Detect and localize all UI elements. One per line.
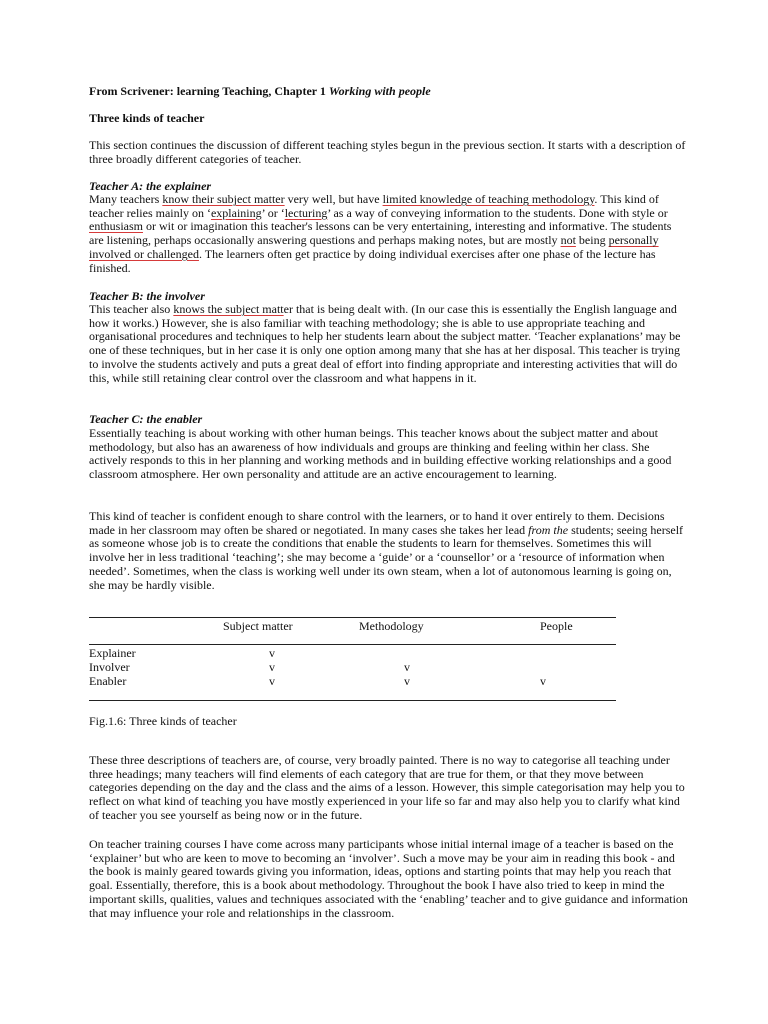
spellcheck-underline: lecturing [284, 205, 328, 220]
table-mark: v [269, 646, 275, 660]
teacher-b-heading: Teacher B: the involver [89, 289, 205, 303]
table-mark: v [269, 660, 275, 674]
italic-text: from the [528, 522, 569, 537]
conclusion-paragraph-1: These three descriptions of teachers are, of course, very broadly painted. There is no way to categorise all teaching under three headings; many teachers will find elements of each category that are true for them, or that they move between categories depending on the day and the class and the aims of a lesson. However, this simple categorisation may help you to reflect on what kind of teaching you have mostly experienced in your life so far and may also help you to clarify what kind of teacher you see yourself as being now or in the future. [89, 753, 685, 822]
teacher-c-paragraph-1: Essentially teaching is about working with other human beings. This teacher knows about the subject matter and about methodology, but also has an awareness of how individuals and groups are thinking and feeling within her class. She actively responds to this in her planning and working methods and in building effective working relationships and a good classroom atmosphere. Her own personality and attitude are an active encouragement to learning. [89, 426, 672, 482]
section-title: Three kinds of teacher [89, 111, 205, 125]
table-mark: v [540, 674, 546, 688]
spellcheck-underline: enthusiasm [89, 219, 143, 234]
source-line [89, 85, 689, 99]
teacher-c-paragraph-2: This kind of teacher is confident enough to share control with the learners, or to hand it over entirely to them. Decisions made in her classroom may often be shared or negotiated. In many cases she takes her lead from the students; seeing herself as someone whose job is to create the conditions that enable the students to learn for themselves. Sometimes this will involve her in less traditional ‘teaching’; she may become a ‘guide’ or a ‘counsellor’ or a ‘resource of information when needed’. Sometimes, when the class is working well under its own steam, when a lot of autonomous learning is going on, she may be hardly visible. [89, 509, 684, 592]
spellcheck-underline: know their subject matter [162, 192, 285, 206]
row-label: Explainer [89, 646, 136, 660]
row-label: Involver [89, 660, 130, 674]
spellcheck-underline: knows the subject matt [173, 302, 284, 316]
table-mark: v [404, 674, 410, 688]
row-label: Enabler [89, 674, 127, 688]
column-header-methodology: Methodology [359, 619, 424, 633]
intro-paragraph: This section continues the discussion of different teaching styles begun in the previous section. It starts with a description of three broadly different categories of teacher. [89, 138, 686, 166]
teacher-types-table [89, 613, 616, 705]
teacher-a-heading: Teacher A: the explainer [89, 179, 212, 193]
teacher-c-heading: Teacher C: the enabler [89, 412, 203, 426]
column-header-people: People [540, 619, 573, 633]
conclusion-paragraph-2: On teacher training courses I have come across many participants whose initial internal image of a teacher is based on the ‘explainer’ but who are keen to move to becoming an ‘involver’. Such a move may be your aim in reading this book - and the book is mainly geared towards giving you information, ideas, options and starting points that may help you reach that goal. Essentially, therefore, this is a book about methodology. Throughout the book I have also tried to keep in mind the important skills, qualities, values and techniques associated with the ‘enabling’ teacher and to give guidance and information that may influence your role and relationships in the classroom. [89, 837, 688, 920]
teacher-b-paragraph: This teacher also knows the subject matter that is being dealt with. (In our case this is essentially the English language and how it works.) However, she is also familiar with teaching methodology; she is able to use appropriate teaching and organisational procedures and techniques to help her students learn about the subject matter. ‘Teacher explanations’ may be one of these techniques, but in her case it is only one option among many that she has at her disposal. This teacher is trying to involve the students actively and puts a great deal of effort into finding appropriate and interesting activities that will do this, while still retaining clear control over the classroom and what happens in it. [89, 302, 681, 385]
figure-caption: Fig.1.6: Three kinds of teacher [89, 714, 237, 728]
spellcheck-underline: not [560, 233, 576, 248]
source-chapter-title: Working with people [328, 84, 431, 98]
table-mark: v [404, 660, 410, 674]
spellcheck-underline: limited knowledge of teaching methodology [382, 192, 595, 206]
source-text: From Scrivener: learning Teaching, Chapter 1 [89, 84, 329, 98]
spellcheck-underline: explaining [210, 205, 262, 220]
teacher-a-paragraph: Many teachers know their subject matter very well, but have limited knowledge of teaching methodology. This kind of teacher relies mainly on ‘explaining’ or ‘lecturing’ as a way of conveying information to the students. Done with style or enthusiasm or wit or imagination this teacher's lessons can be very entertaining, interesting and informative. The students are listening, perhaps occasionally answering questions and perhaps making notes, but are mostly not being personally involved or challenged. The learners often get practice by doing individual exercises after one phase of the lecture has finished. [89, 192, 672, 275]
table-top-rule [89, 617, 616, 618]
table-bottom-rule [89, 700, 616, 701]
table-mark: v [269, 674, 275, 688]
spellcheck-underline: personally [608, 233, 659, 248]
table-header-rule [89, 644, 616, 645]
column-header-subject-matter: Subject matter [223, 619, 293, 633]
spellcheck-underline: involved or challenged [89, 246, 199, 261]
